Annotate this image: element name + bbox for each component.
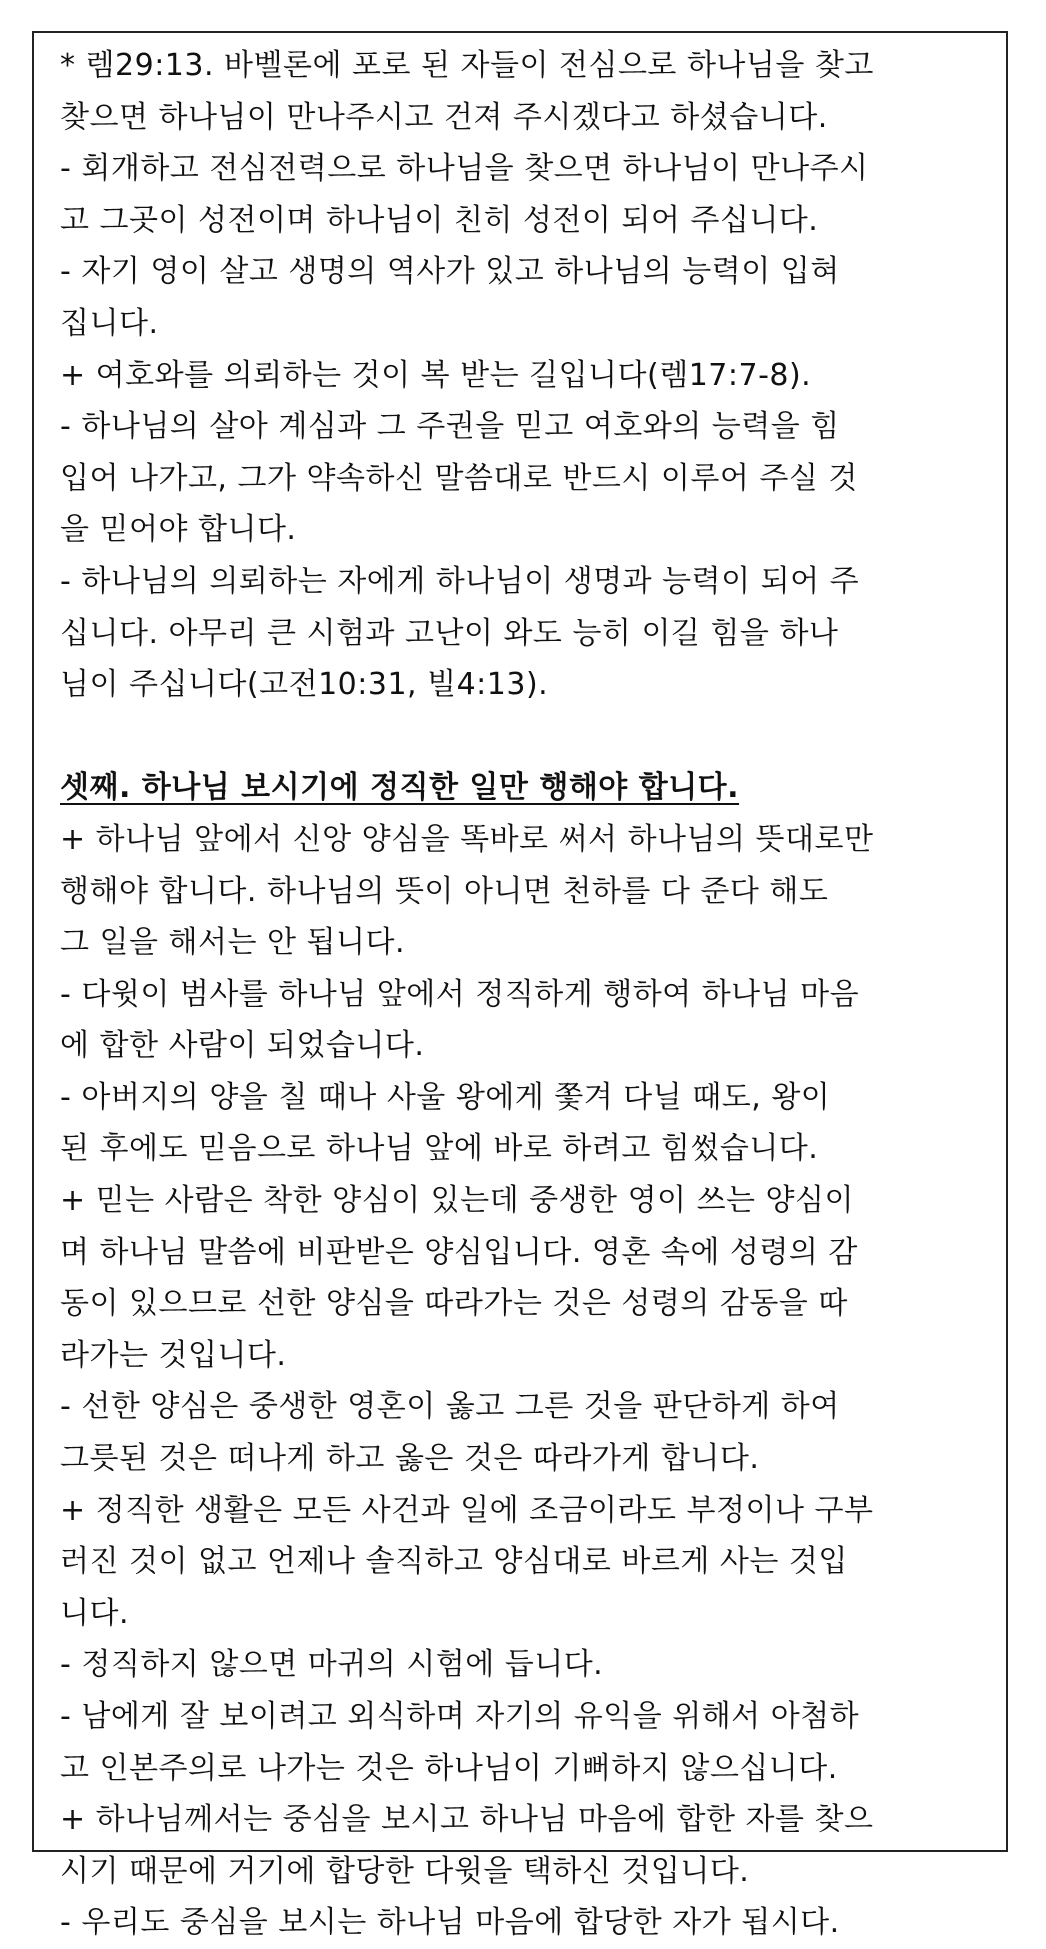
text-line: 찾으면 하나님이 만나주시고 건져 주시겠다고 하셨습니다. [60,99,828,135]
text-line: 에 합한 사람이 되었습니다. [60,1028,425,1064]
text-line: - 우리도 중심을 보시는 하나님 마음에 합당한 자가 됩시다. [60,1905,840,1941]
text-line: 님이 주십니다(고전10:31, 빌4:13). [60,667,549,703]
text-line: * 렘29:13. 바벨론에 포로 된 자들이 전심으로 하나님을 찾고 [60,48,874,83]
text-line: - 다윗이 범사를 하나님 앞에서 정직하게 행하여 하나님 마음 [60,976,860,1012]
text-line: 라가는 것입니다. [60,1337,287,1373]
section-heading: 셋째. 하나님 보시기에 정직한 일만 행해야 합니다. [60,770,740,806]
text-line: 입어 나가고, 그가 약속하신 말씀대로 반드시 이루어 주실 것 [60,460,858,496]
text-line: 고 인본주의로 나가는 것은 하나님이 기뻐하지 않으십니다. [60,1750,838,1786]
text-line: - 남에게 잘 보이려고 외식하며 자기의 유익을 위해서 아첨하 [60,1699,860,1734]
document-body [60,40,990,1949]
text-line: + 하나님께서는 중심을 보시고 하나님 마음에 합한 자를 찾으 [60,1802,874,1838]
text-line: - 하나님의 살아 계심과 그 주권을 믿고 여호와의 능력을 힘 [60,409,840,445]
text-line: 니다. [60,1595,129,1631]
text-line: 그릇된 것은 떠나게 하고 옳은 것은 따라가게 합니다. [60,1441,760,1477]
text-line: 집니다. [60,305,159,341]
text-line: 고 그곳이 성전이며 하나님이 친히 성전이 되어 주십니다. [60,202,819,238]
text-line: - 정직하지 않으면 마귀의 시험에 듭니다. [60,1647,604,1683]
text-line: 행해야 합니다. 하나님의 뜻이 아니면 천하를 다 준다 해도 [60,873,829,909]
paragraph-block-1 [60,40,990,711]
text-line: 된 후에도 믿음으로 하나님 앞에 바로 하려고 힘썼습니다. [60,1131,819,1167]
text-line: + 정직한 생활은 모든 사건과 일에 조금이라도 부정이나 구부 [60,1492,874,1528]
text-line: - 아버지의 양을 칠 때나 사울 왕에게 쫓겨 다닐 때도, 왕이 [60,1079,831,1115]
text-line: 을 믿어야 합니다. [60,512,297,548]
text-line: 며 하나님 말씀에 비판받은 양심입니다. 영혼 속에 성령의 감 [60,1234,858,1270]
text-line: 십니다. 아무리 큰 시험과 고난이 와도 능히 이길 힘을 하나 [60,615,839,651]
paragraph-block-2 [60,814,990,1949]
text-line: - 하나님의 의뢰하는 자에게 하나님이 생명과 능력이 되어 주 [60,563,860,599]
text-line: - 자기 영이 살고 생명의 역사가 있고 하나님의 능력이 입혀 [60,254,840,290]
text-line: - 회개하고 전심전력으로 하나님을 찾으면 하나님이 만나주시 [60,151,869,187]
text-line: 그 일을 해서는 안 됩니다. [60,925,405,961]
text-line: + 여호와를 의뢰하는 것이 복 받는 길입니다(렘17:7-8). [60,357,812,393]
text-line: 시기 때문에 거기에 합당한 다윗을 택하신 것입니다. [60,1853,750,1889]
text-line: 동이 있으므로 선한 양심을 따라가는 것은 성령의 감동을 따 [60,1286,848,1322]
text-line: + 하나님 앞에서 신앙 양심을 똑바로 써서 하나님의 뜻대로만 [60,821,874,857]
text-line: - 선한 양심은 중생한 영혼이 옳고 그른 것을 판단하게 하여 [60,1389,840,1425]
text-line: 러진 것이 없고 언제나 솔직하고 양심대로 바르게 사는 것입 [60,1544,848,1580]
paragraph-gap [60,711,990,763]
text-line: + 믿는 사람은 착한 양심이 있는데 중생한 영이 쓰는 양심이 [60,1183,855,1219]
